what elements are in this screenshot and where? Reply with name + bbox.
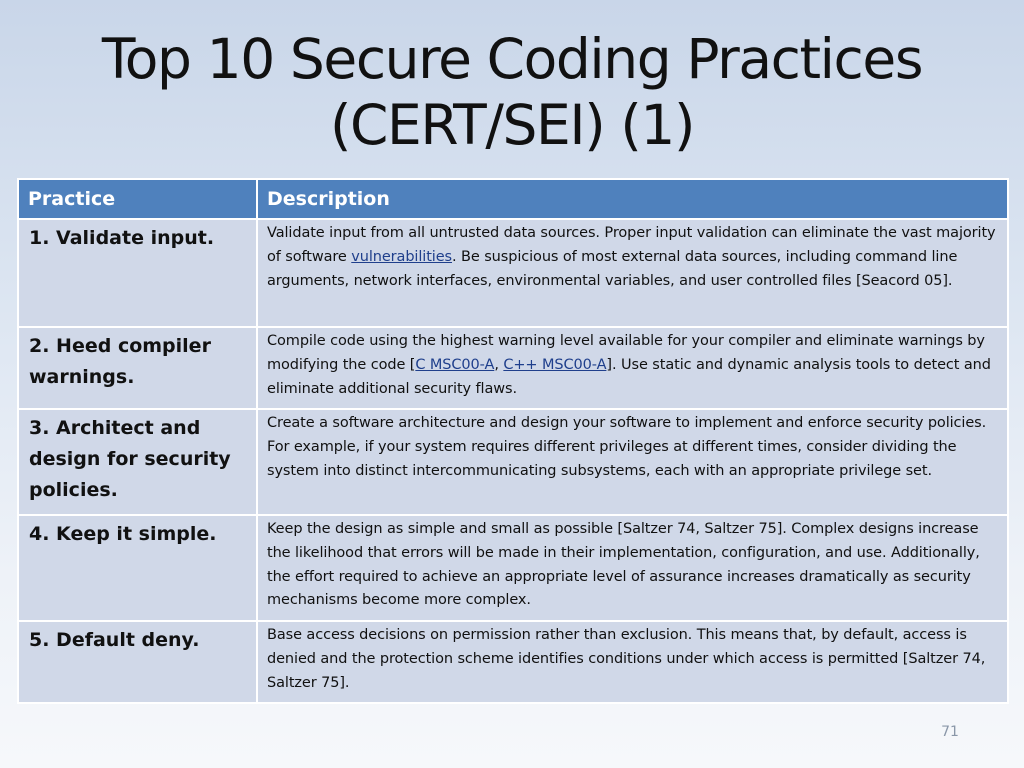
table-row xyxy=(18,327,1008,409)
description-cell xyxy=(257,327,1008,409)
practice-cell: 3. Architect and design for security policies. xyxy=(18,409,257,515)
description-text: . Be suspicious of most external data sources, including command line arguments, network interfaces, environmental variables, and user controlled files [Seacord 05]. xyxy=(267,248,958,289)
table-row xyxy=(18,409,1008,515)
page-number: 71 xyxy=(941,724,959,740)
practice-cell: 2. Heed compiler warnings. xyxy=(18,327,257,409)
practices-table xyxy=(17,178,1009,704)
table-header-row xyxy=(18,179,1008,219)
practice-cell: 5. Default deny. xyxy=(18,621,257,703)
cpp-msc00-a-link[interactable]: C++ MSC00-A xyxy=(503,356,607,373)
table-row xyxy=(18,621,1008,703)
table-row xyxy=(18,219,1008,327)
header-practice: Practice xyxy=(18,179,257,219)
description-text: , xyxy=(494,356,504,373)
vulnerabilities-link[interactable]: vulnerabilities xyxy=(351,248,453,265)
description-text: ]. Use static and dynamic analysis tools to detect and eliminate additional security flaws. xyxy=(267,356,991,397)
description-text: Compile code using the highest warning level available for your compiler and eliminate warnings by modifying the code [ xyxy=(267,333,985,373)
description-cell: Create a software architecture and design your software to implement and enforce security policies. For example, if your system requires different privileges at different times, consider dividing the system into distinct intercommunicating subsystems, each with an appropriate privilege set. xyxy=(257,409,1008,515)
c-msc00-a-link[interactable]: C MSC00-A xyxy=(415,356,495,373)
slide-title-line-2: (CERT/SEI) (1) xyxy=(329,93,695,157)
description-cell: Keep the design as simple and small as possible [Saltzer 74, Saltzer 75]. Complex designs increase the likelihood that errors will be made in their implementation, configuration, and use. Additionally, the effort required to achieve an appropriate level of assurance increases dramatically as security mechanisms become more complex. xyxy=(257,515,1008,621)
description-cell xyxy=(257,219,1008,327)
slide-title-line-1: Top 10 Secure Coding Practices xyxy=(101,27,923,91)
table-row xyxy=(18,515,1008,621)
description-text: Validate input from all untrusted data sources. Proper input validation can eliminate the vast majority of software xyxy=(267,225,996,265)
practice-cell: 4. Keep it simple. xyxy=(18,515,257,621)
slide-title xyxy=(0,26,1024,158)
header-description: Description xyxy=(257,179,1008,219)
description-cell: Base access decisions on permission rather than exclusion. This means that, by default, access is denied and the protection scheme identifies conditions under which access is permitted [Saltzer 74, Saltzer 75]. xyxy=(257,621,1008,703)
practice-cell: 1. Validate input. xyxy=(18,219,257,327)
